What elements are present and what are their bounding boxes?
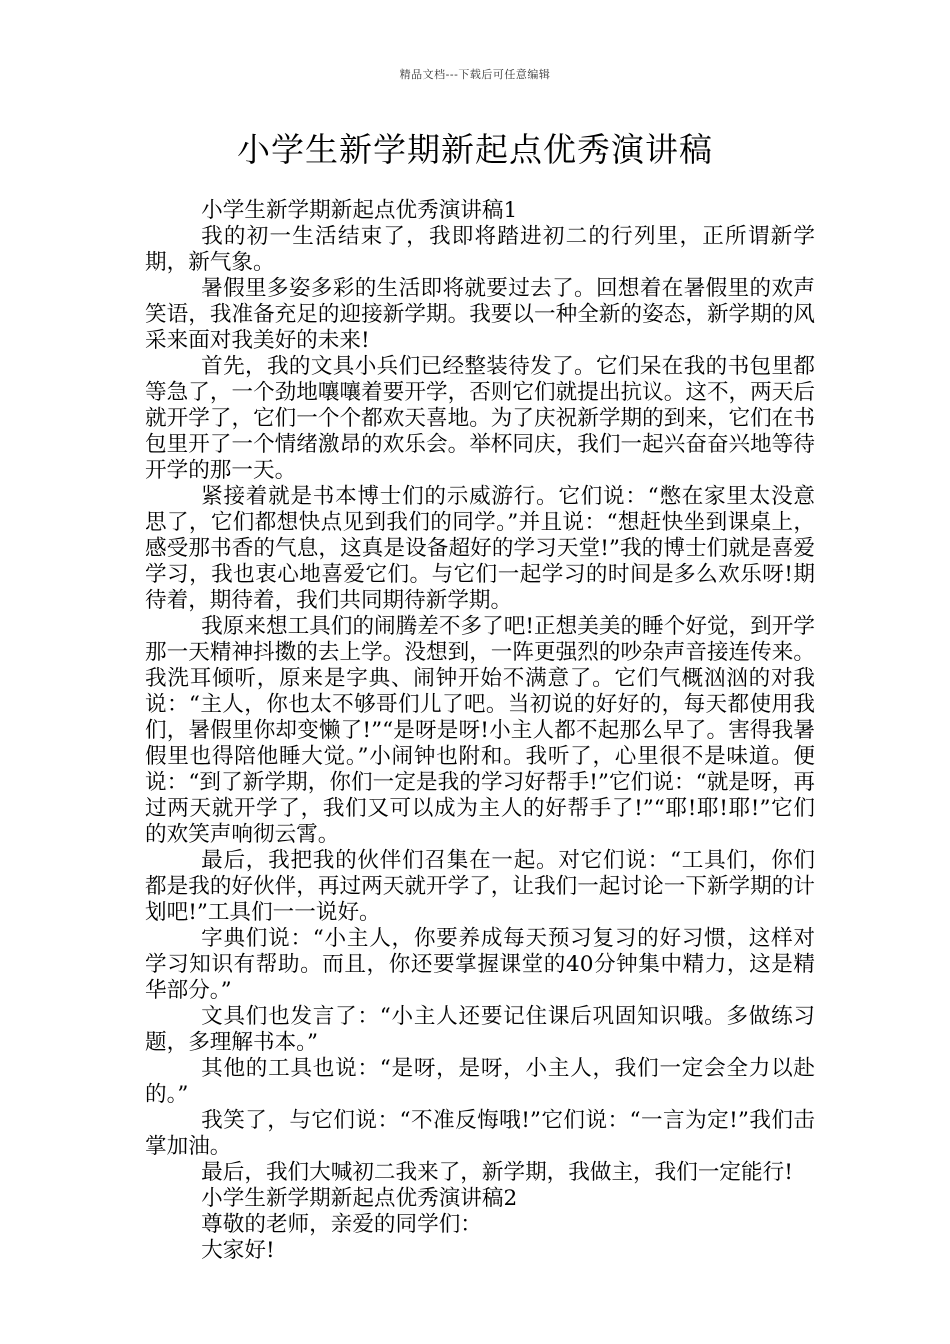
paragraph: 最后，我把我的伙伴们召集在一起。对它们说：“工具们，你们都是我的好伙伴，再过两天就开学了，让我们一起讨论一下新学期的计划吧!”工具们一一说好。 <box>145 848 815 925</box>
document-body <box>145 198 815 1264</box>
section-heading-2: 小学生新学期新起点优秀演讲稿2 <box>201 1186 518 1211</box>
paragraph: 紧接着就是书本博士们的示威游行。它们说：“憋在家里太没意思了，它们都想快点见到我们的同学。”并且说：“想赶快坐到课桌上，感受那书香的气息，这真是设备超好的学习天堂!”我的博士们就是喜爱学习，我也衷心地喜爱它们。与它们一起学习的时间是多么欢乐呀!期待着，期待着，我们共同期待新学期。 <box>145 484 815 613</box>
paragraph: 我原来想工具们的闹腾差不多了吧!正想美美的睡个好觉，到开学那一天精神抖擞的去上学。没想到，一阵更强烈的吵杂声音接连传来。我洗耳倾听，原来是字典、闹钟开始不满意了。它们气概汹汹的对我说：“主人，你也太不够哥们儿了吧。当初说的好好的，每天都使用我们，暑假里你却变懒了!”“是呀是呀!小主人都不起那么早了。害得我暑假里也得陪他睡大觉。”小闹钟也附和。我听了，心里很不是味道。便说：“到了新学期，你们一定是我的学习好帮手!”它们说：“就是呀，再过两天就开学了，我们又可以成为主人的好帮手了!”“耶!耶!耶!”它们的欢笑声响彻云霄。 <box>145 614 815 847</box>
section-heading-1: 小学生新学期新起点优秀演讲稿1 <box>201 198 518 223</box>
paragraph: 字典们说：“小主人，你要养成每天预习复习的好习惯，这样对学习知识有帮助。而且，你还要掌握课堂的40分钟集中精力，这是精华部分。” <box>145 926 815 1003</box>
greeting: 大家好! <box>201 1238 275 1263</box>
document-title: 小学生新学期新起点优秀演讲稿 <box>237 130 713 169</box>
paragraph: 最后，我们大喊初二我来了，新学期，我做主，我们一定能行! <box>201 1160 793 1185</box>
paragraph: 我的初一生活结束了，我即将踏进初二的行列里，正所谓新学期，新气象。 <box>145 224 815 275</box>
salutation: 尊敬的老师，亲爱的同学们： <box>201 1212 482 1237</box>
paragraph: 首先，我的文具小兵们已经整装待发了。它们呆在我的书包里都等急了，一个劲地嚷嚷着要开学，否则它们就提出抗议。这不，两天后就开学了，它们一个个都欢天喜地。为了庆祝新学期的到来，它们在书包里开了一个情绪激昂的欢乐会。举杯同庆，我们一起兴奋奋兴地等待开学的那一天。 <box>145 354 815 483</box>
paragraph: 暑假里多姿多彩的生活即将就要过去了。回想着在暑假里的欢声笑语，我准备充足的迎接新学期。我要以一种全新的姿态，新学期的风采来面对我美好的未来! <box>145 276 815 353</box>
paragraph: 我笑了，与它们说：“不准反悔哦!”它们说：“一言为定!”我们击掌加油。 <box>145 1108 815 1159</box>
paragraph: 文具们也发言了：“小主人还要记住课后巩固知识哦。多做练习题，多理解书本。” <box>145 1004 815 1055</box>
header-note: 精品文档---下载后可任意编辑 <box>399 68 551 81</box>
paragraph: 其他的工具也说：“是呀，是呀，小主人，我们一定会全力以赴的。” <box>145 1056 815 1107</box>
